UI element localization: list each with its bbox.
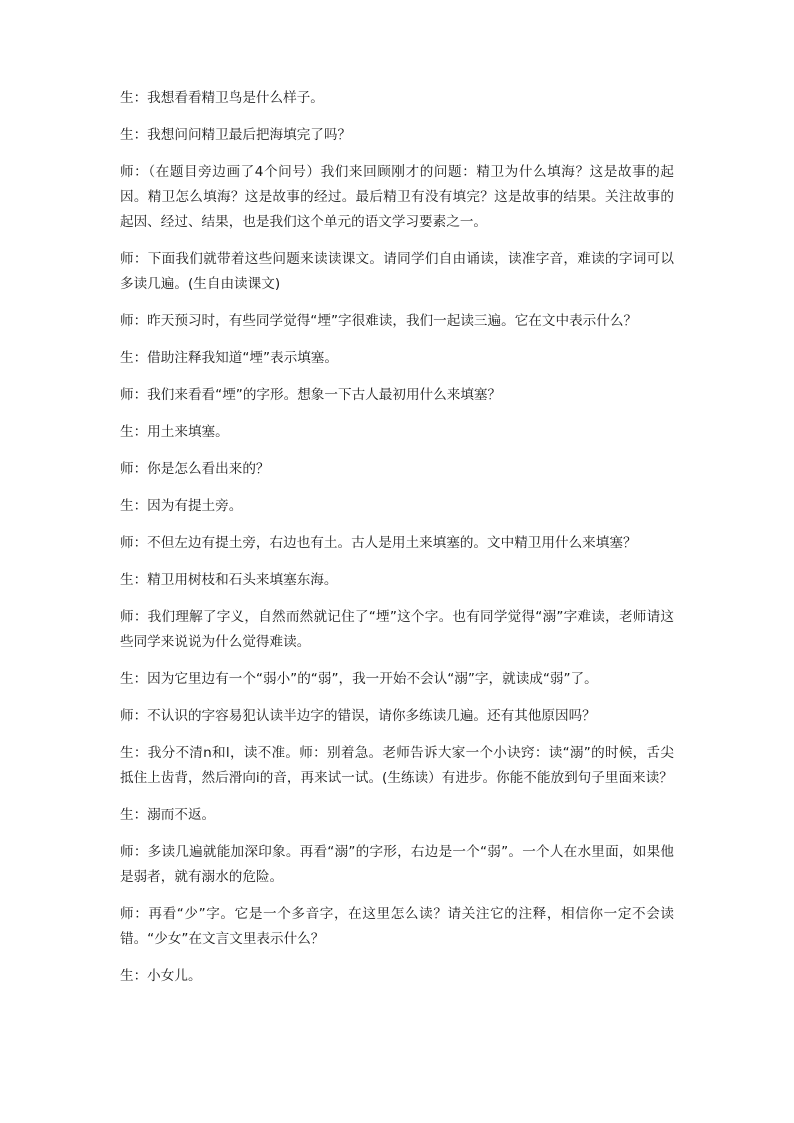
dialogue-paragraph: 师：昨天预习时，有些同学觉得“堙”字很难读，我们一起读三遍。它在文中表示什么？ xyxy=(120,313,638,329)
dialogue-paragraph: 师：你是怎么看出来的？ xyxy=(120,461,270,477)
dialogue-paragraph: 师：再看“少”字。它是一个多音字，在这里怎么读？请关注它的注释，相信你一定不会读错。“少女”在文言文里表示什么？ xyxy=(120,906,674,947)
dialogue-paragraph: 师：不认识的字容易犯认读半边字的错误，请你多练读几遍。还有其他原因吗？ xyxy=(120,708,596,724)
dialogue-paragraph: 生：小女儿。 xyxy=(120,968,202,984)
dialogue-paragraph: 师：我们来看看“堙”的字形。想象一下古人最初用什么来填塞？ xyxy=(120,387,502,403)
dialogue-paragraph: 师：不但左边有提土旁，右边也有土。古人是用土来填塞的。文中精卫用什么来填塞？ xyxy=(120,535,637,551)
dialogue-paragraph: 生：因为有提土旁。 xyxy=(120,498,243,514)
dialogue-paragraph: 生：我想看看精卫鸟是什么样子。 xyxy=(120,90,324,106)
dialogue-paragraph: 生：我分不清n和l，读不准。师：别着急。老师告诉大家一个小诀窍：读“溺”的时候，舌尖抵住上齿背，然后滑向i的音，再来试一试。(生练读）有进步。你能不能放到句子里面来读？ xyxy=(120,745,674,786)
dialogue-paragraph: 师：我们理解了字义，自然而然就记住了“堙”这个字。也有同学觉得“溺”字难读，老师请这些同学来说说为什么觉得难读。 xyxy=(120,609,674,650)
dialogue-paragraph: 生：溺而不返。 xyxy=(120,807,216,823)
dialogue-paragraph: 师：下面我们就带着这些问题来读读课文。请同学们自由诵读，读准字音，难读的字词可以多读几遍。(生自由读课文) xyxy=(120,251,674,292)
dialogue-paragraph: 师：多读几遍就能加深印象。再看“溺”的字形，右边是一个“弱”。一个人在水里面，如果他是弱者，就有溺水的危险。 xyxy=(120,844,674,885)
dialogue-paragraph: 生：我想问问精卫最后把海填完了吗？ xyxy=(120,127,352,143)
dialogue-paragraph: 师：（在题目旁边画了4个问号）我们来回顾刚才的问题：精卫为什么填海？这是故事的起因。精卫怎么填海？这是故事的经过。最后精卫有没有填完？这是故事的结果。关注故事的起因、经过、结果，也是我们这个单元的语文学习要素之一。 xyxy=(120,164,674,230)
dialogue-paragraph: 生：因为它里边有一个“弱小”的“弱”，我一开始不会认“溺”字，就读成“弱”了。 xyxy=(120,671,598,687)
dialogue-paragraph: 生：精卫用树枝和石头来填塞东海。 xyxy=(120,572,338,588)
dialogue-paragraph: 生：用土来填塞。 xyxy=(120,424,229,440)
dialogue-paragraph: 生：借助注释我知道“堙”表示填塞。 xyxy=(120,350,338,366)
